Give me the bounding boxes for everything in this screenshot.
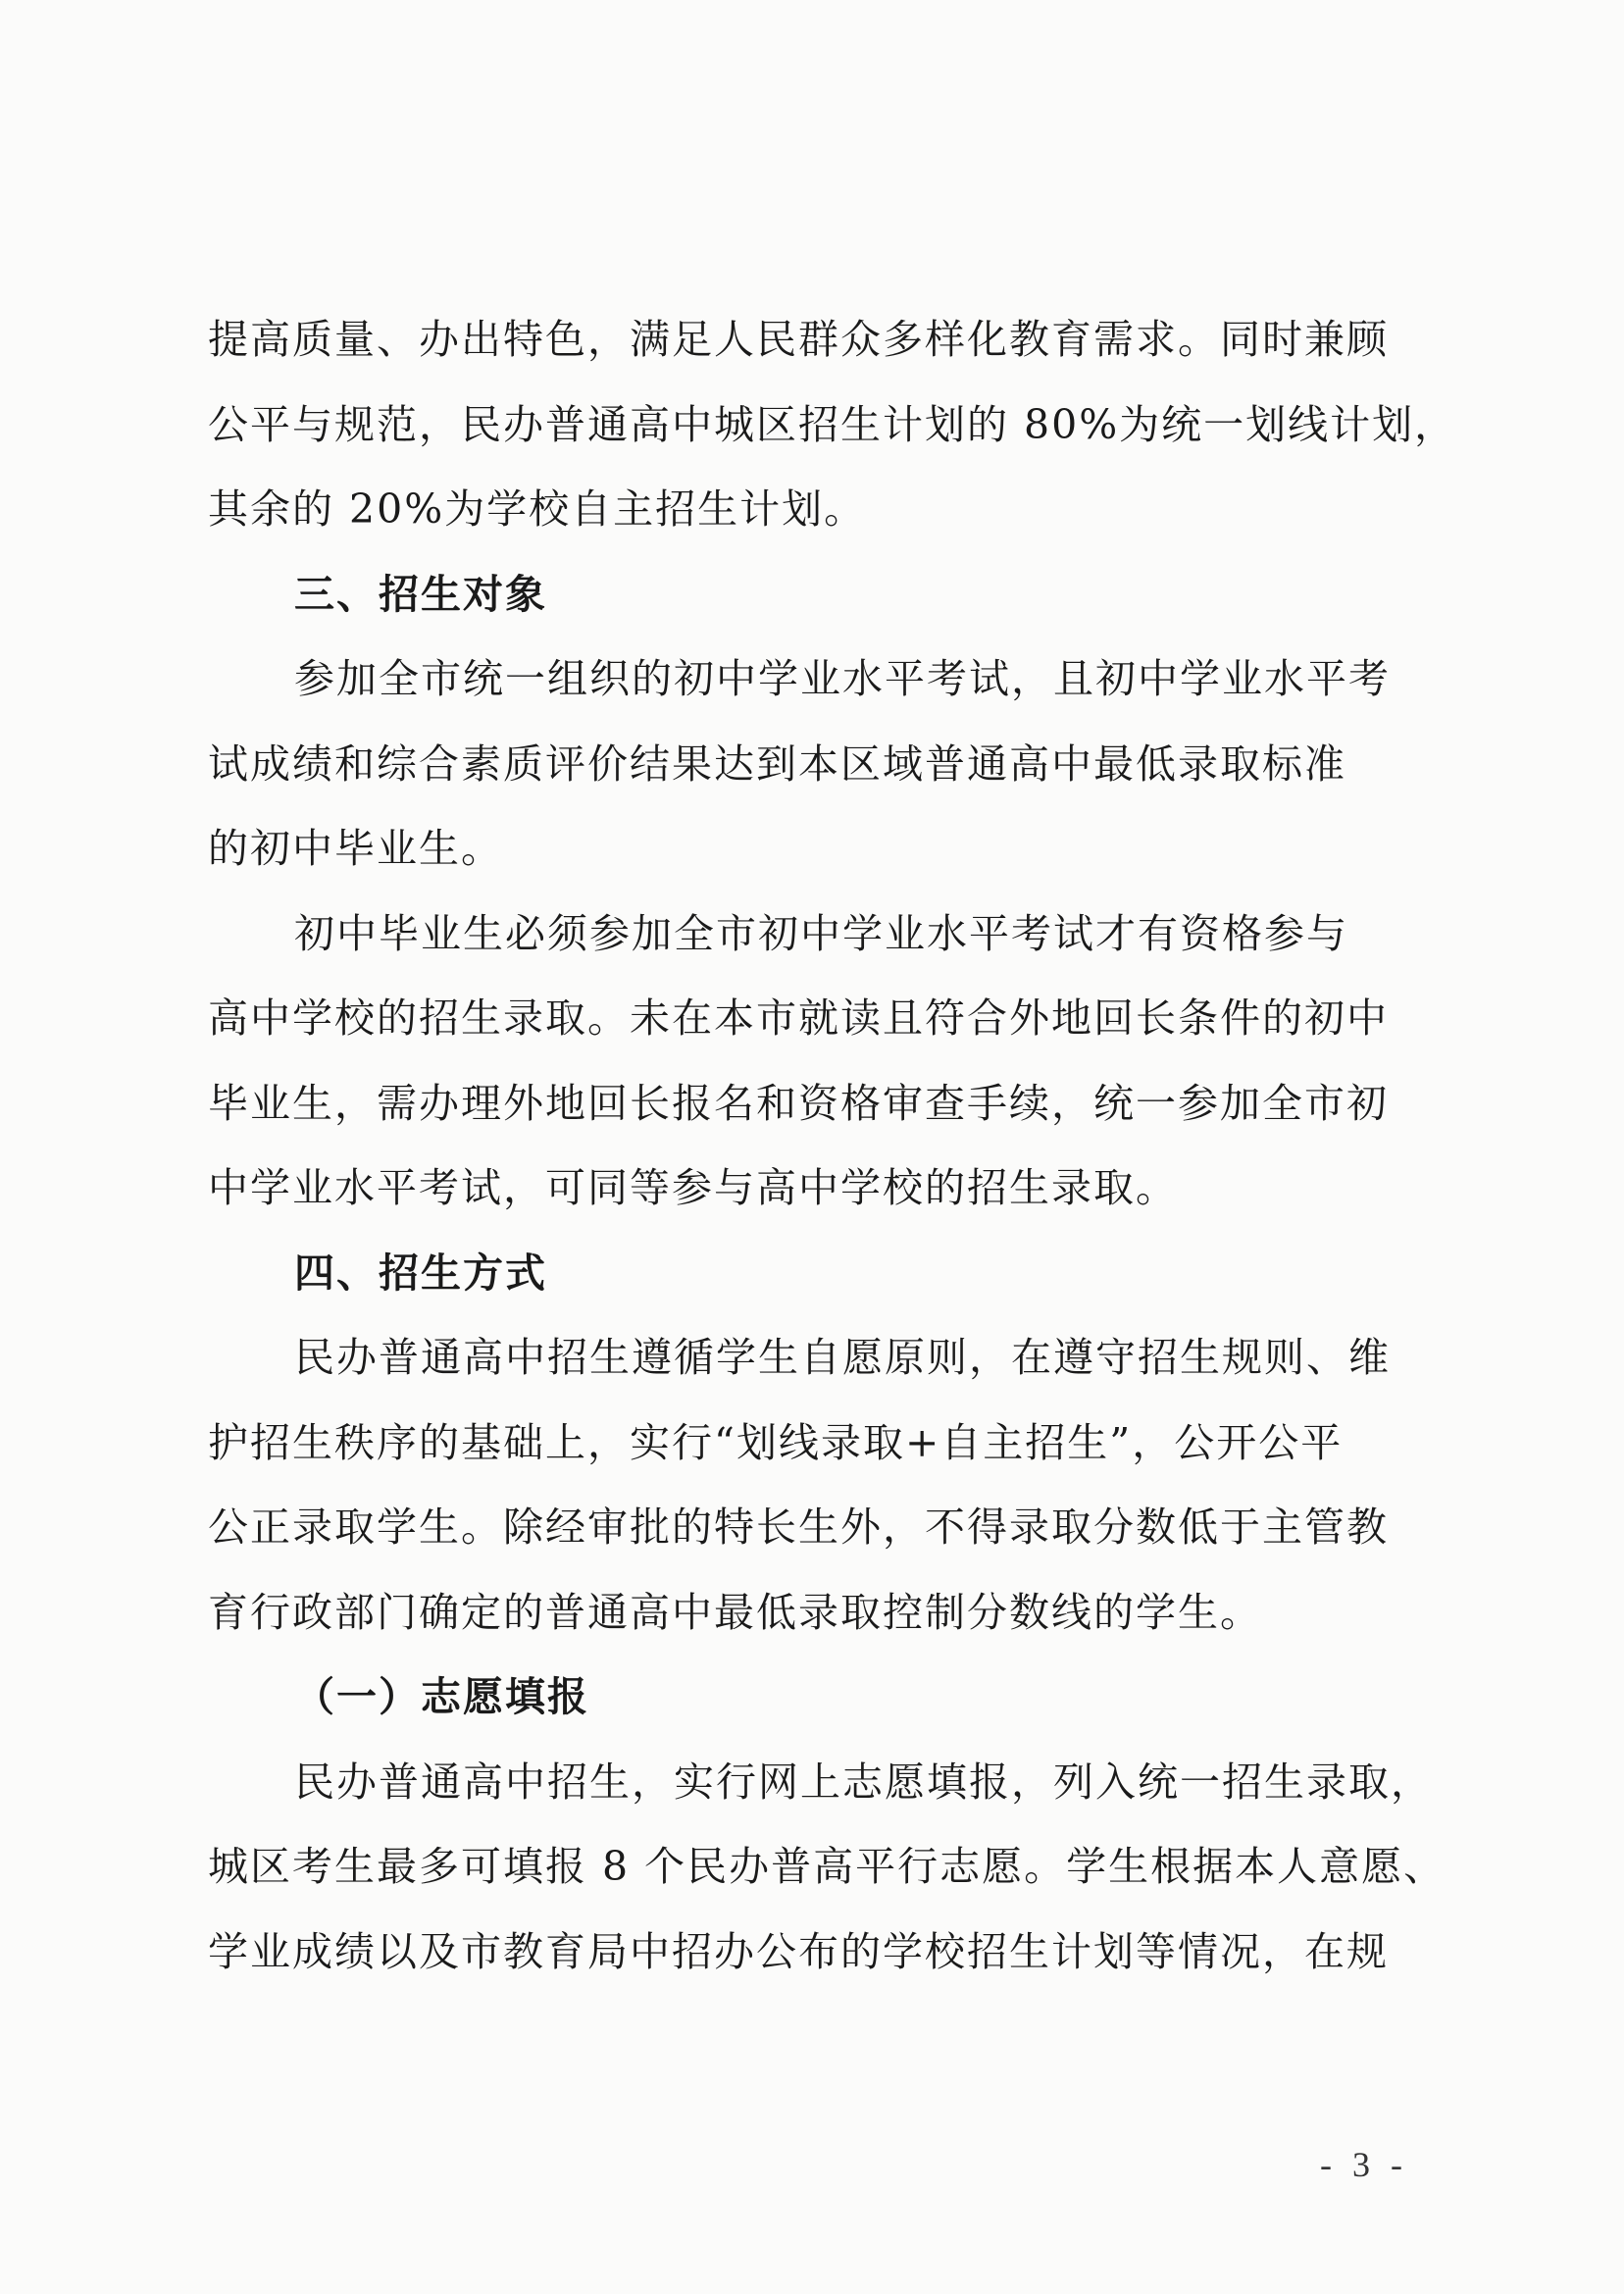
text-line: 毕业生，需办理外地回长报名和资格审查手续，统一参加全市初: [208, 1079, 1389, 1127]
text-line: 城区考生最多可填报 8 个民办普高平行志愿。学生根据本人意愿、: [208, 1843, 1446, 1890]
section-heading: 三、招生对象: [294, 570, 547, 618]
document-body: [208, 297, 1457, 1994]
text-line: 提高质量、办出特色，满足人民群众多样化教育需求。同时兼顾: [208, 316, 1389, 363]
text-line: 育行政部门确定的普通高中最低录取控制分数线的学生。: [208, 1588, 1262, 1636]
page-number: - 3 -: [1320, 2145, 1408, 2184]
text-line: 公正录取学生。除经审批的特长生外，不得录取分数低于主管教: [208, 1504, 1389, 1551]
text-line: 护招生秩序的基础上，实行“划线录取+自主招生”，公开公平: [208, 1418, 1344, 1466]
text-line: 其余的 20%为学校自主招生计划。: [208, 485, 867, 533]
text-line: 民办普通高中招生遵循学生自愿原则，在遵守招生规则、维: [294, 1334, 1391, 1381]
text-line: 试成绩和综合素质评价结果达到本区域普通高中最低录取标准: [208, 739, 1346, 788]
subsection-heading: （一）志愿填报: [294, 1673, 589, 1720]
text-line: 民办普通高中招生，实行网上志愿填报，列入统一招生录取，: [294, 1758, 1433, 1806]
text-line: 公平与规范，民办普通高中城区招生计划的 80%为统一划线计划，: [208, 400, 1457, 448]
text-line: 中学业水平考试，可同等参与高中学校的招生录取。: [208, 1164, 1178, 1211]
text-line: 学业成绩以及市教育局中招办公布的学校招生计划等情况，在规: [208, 1927, 1389, 1975]
text-line: 的初中毕业生。: [208, 825, 503, 872]
text-line: 高中学校的招生录取。未在本市就读且符合外地回长条件的初中: [208, 994, 1389, 1042]
section-heading: 四、招生方式: [294, 1249, 547, 1297]
text-line: 参加全市统一组织的初中学业水平考试，且初中学业水平考: [294, 655, 1391, 702]
text-line: 初中毕业生必须参加全市初中学业水平考试才有资格参与: [294, 909, 1348, 957]
